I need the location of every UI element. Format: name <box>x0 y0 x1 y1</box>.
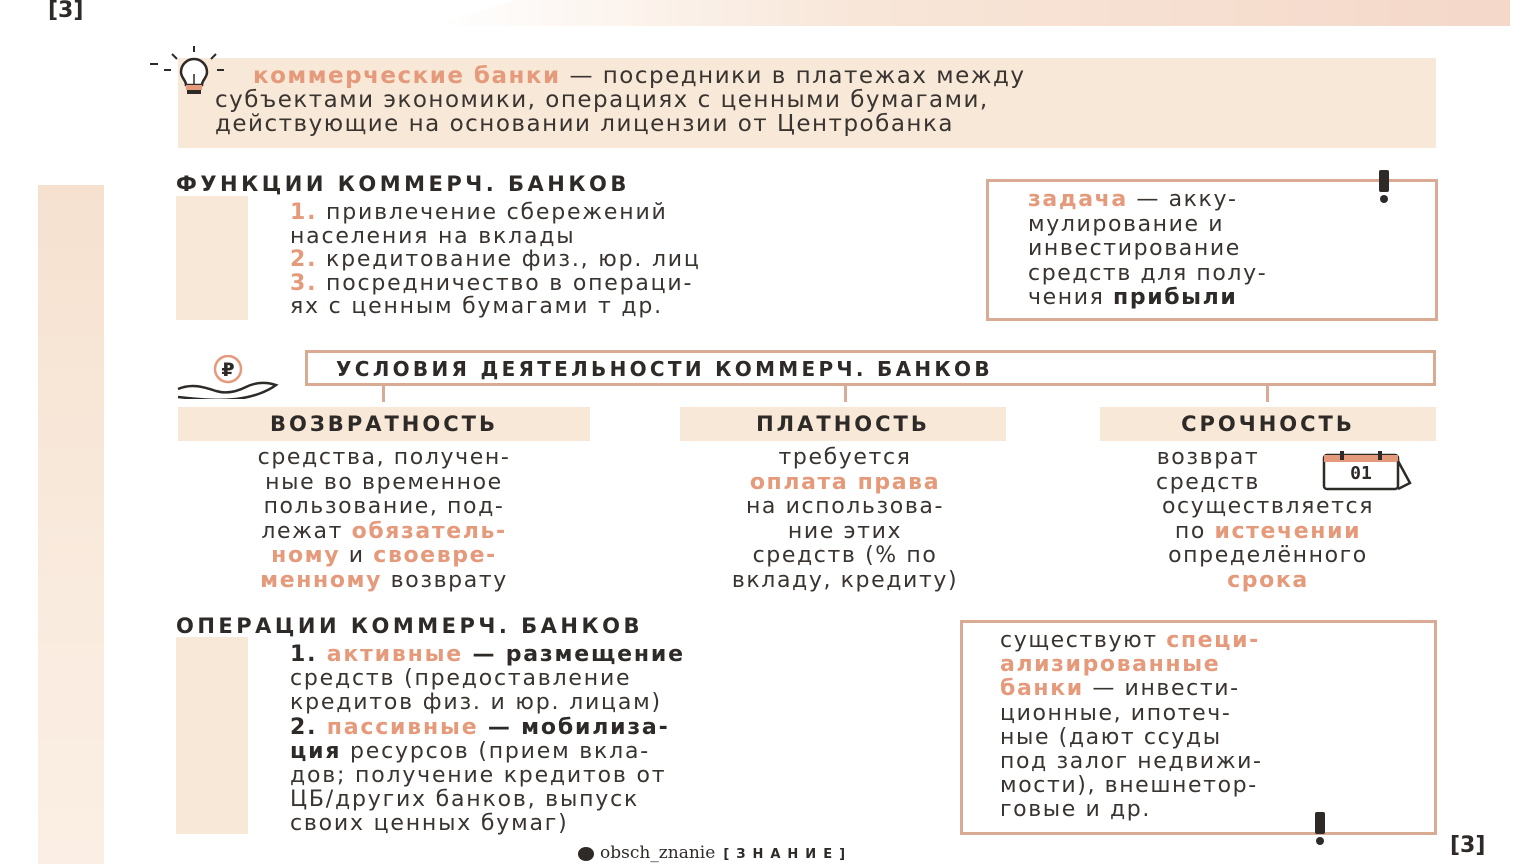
list-item: 1. привлечение сбережений <box>290 200 668 225</box>
ruble-hand-icon <box>176 355 281 399</box>
list-item: 2. пассивные — мобилиза- <box>290 714 670 740</box>
exclamation-icon <box>1313 812 1327 846</box>
corner-logo: [3] <box>48 0 84 23</box>
exclamation-icon <box>1377 170 1391 204</box>
task-text: задача — акку- мулирование и инвестирование средств для полу- чения прибыли <box>1028 187 1268 310</box>
special-banks-text: существуют специ- ализированные банки — инвести- ционные, ипотеч- ные (дают ссуды под залог недвижи- мости), внешнетор- говые и др. <box>1000 628 1263 823</box>
decor-top-band <box>430 0 1510 26</box>
svg-text:₽: ₽ <box>221 359 235 381</box>
functions-strip <box>176 196 248 320</box>
list-item: 2. кредитование физ., юр. лиц <box>290 247 701 272</box>
condition-heading: ПЛАТНОСТЬ <box>680 407 1006 441</box>
condition-text: требуется оплата права на использова- ние этих средств (% по вкладу, кредиту) <box>731 445 959 593</box>
operations-strip <box>176 637 248 834</box>
condition-text: возврат средств осуществляется по истечении определённого срока <box>1156 445 1375 593</box>
footer <box>578 843 852 863</box>
condition-heading: ВОЗВРАТНОСТЬ <box>178 407 590 441</box>
divider <box>382 386 385 402</box>
conditions-title: УСЛОВИЯ ДЕЯТЕЛЬНОСТИ КОММЕРЧ. БАНКОВ <box>336 357 993 381</box>
decor-left-band <box>38 185 104 864</box>
footer-brand: [ЗНАНИЕ] <box>723 847 853 862</box>
functions-list: 1. привлечение сбережений населения на вклады 2. кредитование физ., юр. лиц 3. посредничество в операци- ях с ценным бумагами т др. <box>290 200 701 319</box>
definition-text: коммерческие банки — посредники в платежах между субъектами экономики, операциях с ценными бумагами, действующие на основании лицензии от Центробанка <box>215 63 1026 137</box>
calendar-day: 01 <box>1350 463 1372 484</box>
definition-term: коммерческие банки <box>253 63 561 89</box>
corner-logo-bottom: [3] <box>1450 833 1486 858</box>
calendar-icon <box>1322 451 1414 491</box>
footer-handle: obsch_znanie <box>600 843 716 863</box>
list-item: 1. активные — размещение <box>290 642 685 667</box>
functions-title: ФУНКЦИИ КОММЕРЧ. БАНКОВ <box>176 172 630 196</box>
condition-text: средства, получен- ные во временное пользование, под- лежат обязатель- ному и своевре- менному возврату <box>257 445 511 593</box>
divider <box>1266 386 1269 402</box>
list-item: 3. посредничество в операци- <box>290 270 694 296</box>
divider <box>844 386 847 402</box>
operations-list: 1. активные — размещение средств (предоставление кредитов физ. и юр. лицам) 2. пассивные — мобилиза- ция ресурсов (прием вкла- дов; получение кредитов от ЦБ/других банков, выпуск своих ценных бумаг) <box>290 642 685 837</box>
condition-heading: СРОЧНОСТЬ <box>1100 407 1436 441</box>
vk-icon <box>578 847 594 861</box>
operations-title: ОПЕРАЦИИ КОММЕРЧ. БАНКОВ <box>176 614 644 638</box>
